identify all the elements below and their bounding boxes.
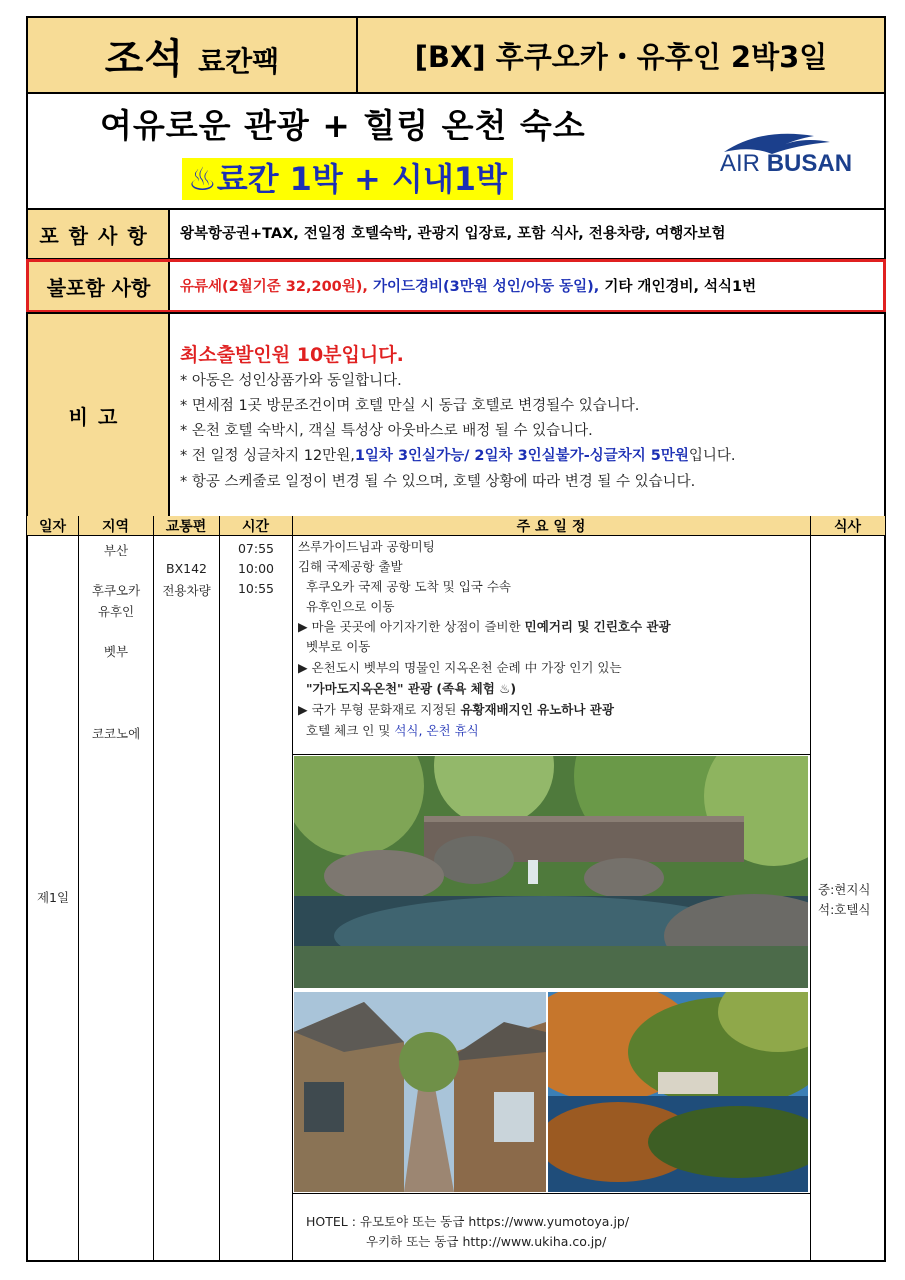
notes-headline: 최소출발인원 10분입니다. (180, 344, 404, 366)
divider (219, 516, 220, 1262)
private-vehicle: 전용차량 (162, 583, 211, 598)
schedule-line-5 (298, 617, 671, 635)
subheadline: ♨료칸 1박 + 시내1박 (182, 158, 513, 200)
onsen-photo (294, 756, 808, 988)
time-arrive: 10:55 (237, 581, 275, 596)
th-region: 지역 (78, 516, 153, 536)
schedule-line-9 (298, 700, 614, 718)
notes-label: 비고 (28, 314, 170, 516)
brand-header (26, 16, 358, 94)
note-line-4b: 1일차 3인실가능/ 2일차 3인실불가-싱글차지 5만원 (354, 448, 689, 464)
excluded-label: 불포함 사항 (29, 262, 170, 310)
divider (810, 516, 811, 1262)
air-busan-logo (718, 126, 853, 186)
hotel-line-1: HOTEL : 유모토야 또는 동급 https://www.yumotoya.jp/ (306, 1214, 630, 1229)
schedule-line-5b: 민예거리 및 긴린호수 관광 (524, 619, 671, 634)
time-depart: 10:00 (237, 561, 275, 576)
schedule-line-6: 벳부로 이동 (306, 639, 371, 654)
flight-number: BX142 (166, 561, 207, 576)
region-kokonoe: 코코노에 (91, 726, 141, 741)
included-label: 포함사항 (28, 210, 170, 258)
divider (78, 516, 79, 1262)
region-fukuoka: 후쿠오카 (91, 583, 141, 598)
logo-wordmark (720, 150, 852, 178)
tour-title: [BX] 후쿠오카・유후인 2박3일 (414, 39, 828, 74)
schedule-line-3: 후쿠오카 국제 공항 도착 및 입국 수속 (306, 579, 511, 594)
region-busan: 부산 (103, 543, 129, 558)
excluded-fuel: 유류세(2월기준 32,200원), (180, 279, 368, 295)
schedule-line-1: 쓰루가이드님과 공항미팅 (298, 539, 435, 554)
brand-subtitle: 료칸팩 (198, 45, 280, 78)
lake-image (548, 992, 808, 1192)
schedule-line-10 (306, 721, 479, 739)
meal-lunch: 중:현지식 (818, 882, 871, 897)
note-line-2: * 면세점 1곳 방문조건이며 호텔 만실 시 동급 호텔로 변경될수 있습니다. (180, 398, 640, 414)
included-text: 왕복항공권+TAX, 전일정 호텔숙박, 관광지 입장료, 포함 식사, 전용차량, 여행자보험 (180, 226, 726, 242)
note-line-4 (180, 444, 736, 465)
schedule-line-9a: 국가 무형 문화재로 지정된 (311, 702, 461, 717)
note-line-1: * 아동은 성인상품가와 동일합니다. (180, 373, 402, 389)
onsen-bath-image (294, 756, 808, 988)
schedule-line-5a: 마을 곳곳에 아기자기한 상점이 즐비한 (311, 619, 525, 634)
excluded-text (180, 275, 756, 296)
logo-text-busan: BUSAN (766, 150, 853, 177)
note-line-3: * 온천 호텔 숙박시, 객실 특성상 아웃바스로 배정 될 수 있습니다. (180, 423, 593, 439)
note-line-4c: 입니다. (688, 448, 736, 464)
headline: 여유로운 관광 + 힐링 온천 숙소 (100, 106, 586, 145)
yufuin-street-photo (294, 992, 546, 1192)
tour-title-box (356, 16, 886, 94)
day-label: 제1일 (36, 890, 70, 905)
th-time: 시간 (219, 516, 292, 536)
schedule-line-4: 유후인으로 이동 (306, 599, 395, 614)
region-yufuin: 유후인 (97, 604, 135, 619)
excluded-guide: 가이드경비(3만원 성인/아동 동일), (372, 279, 600, 295)
region-beppu: 벳부 (103, 644, 129, 659)
schedule-line-10a: 호텔 체크 인 및 (306, 723, 395, 738)
logo-text-air: AIR (720, 150, 767, 177)
note-line-5: * 항공 스케줄로 일정이 변경 될 수 있으며, 호텔 상황에 따라 변경 될 수 있습니다. (180, 474, 696, 490)
schedule-line-2: 김해 국제공항 출발 (298, 559, 403, 574)
hotel-line-2: 우키하 또는 동급 http://www.ukiha.co.jp/ (366, 1234, 607, 1249)
divider (153, 516, 154, 1262)
meal-dinner: 석:호텔식 (818, 902, 871, 917)
brand-name: 조석 (104, 35, 185, 82)
th-schedule: 주 요 일 정 (292, 516, 810, 536)
th-meal: 식사 (810, 516, 885, 536)
note-line-4a: * 전 일정 싱글차지 12만원, (180, 448, 355, 464)
time-meet: 07:55 (237, 541, 275, 556)
schedule-line-9b: 유황재배지인 유노하나 관광 (460, 702, 614, 717)
th-day: 일자 (27, 516, 78, 536)
excluded-rest: 기타 개인경비, 석식1번 (604, 279, 757, 295)
lake-kinrin-photo (548, 992, 808, 1192)
schedule-line-7: ▶ 온천도시 벳부의 명물인 지옥온천 순례 中 가장 인기 있는 (298, 658, 622, 676)
street-image (294, 992, 546, 1192)
th-transport: 교통편 (153, 516, 219, 536)
schedule-line-8: "가마도지옥온천" 관광 (족욕 체험 ♨) (306, 681, 517, 696)
schedule-line-10b: 석식, 온천 휴식 (394, 723, 479, 738)
